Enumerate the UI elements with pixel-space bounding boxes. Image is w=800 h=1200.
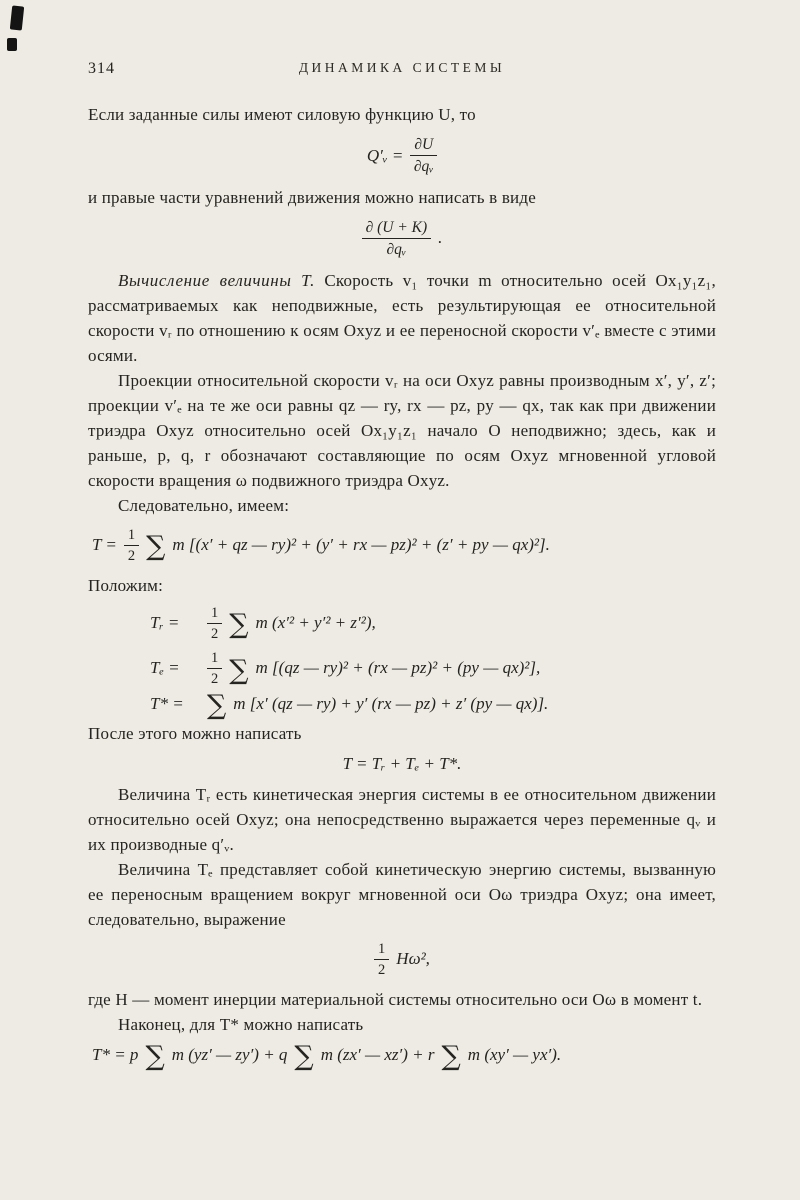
fraction-one-half [374, 940, 389, 979]
paragraph-equations-motion: и правые части уравнений движения можно написать в виде [88, 187, 536, 207]
formula-kinetic-energy-transport: Tₑ = $\frac{1}{2}$ ∑ m [(qz — ry)² + (rx — pz)² + (py — qx)²], [150, 650, 541, 688]
formula-body: Hω², [396, 949, 430, 969]
paragraph-te-meaning: Величина Tₑ представляет собой кинетическую энергию системы, вызванную ее переносным вращением вокруг мгновенной оси Oω триэдра Oxyz; она имеет, следовательно, выражение [88, 860, 716, 930]
formula-kinetic-energy-relative: Tᵣ = $\frac{1}{2}$ ∑ m (x′² + y′² + z′²), [150, 604, 376, 642]
formula-lhs: Q′ᵥ = [366, 145, 404, 165]
fraction-numerator: ∂ (U + K) [362, 218, 432, 239]
fraction-denominator: 2 [378, 962, 386, 979]
page-header [88, 60, 716, 82]
fraction-one-half [207, 604, 222, 643]
paragraph-tr-meaning: Величина Tᵣ есть кинетическая энергия системы в ее относительном движении относительно осей Oxyz; она непосредственно выражается через переменные qᵥ и их производные q′ᵥ. [88, 785, 716, 855]
fraction-denominator: ∂qᵥ [386, 241, 407, 259]
fraction-denominator: 2 [211, 671, 219, 688]
fraction-denominator: 2 [127, 547, 136, 564]
formula-part: m (zx′ — xz′) + r [320, 1045, 435, 1065]
formula-part: m (yz′ — zy′) + q [171, 1045, 288, 1065]
formula-kinetic-energy-cross: T* = ∑ m [x′ (qz — ry) + y′ (rx — pz) + z′ (py — qx)]. [150, 690, 549, 722]
paragraph-lead-italic: Вычисление величины Т. [118, 270, 316, 290]
formula-body: T = Tᵣ + Tₑ + T*. [342, 753, 462, 773]
formula-body: m [(qz — ry)² + (rx — pz)² + (py — qx)²], [255, 658, 541, 678]
paragraph-after-this: После этого можно написать [88, 723, 302, 743]
formula-body: m [x′ (qz — ry) + y′ (rx — pz) + z′ (py — qx)]. [233, 694, 549, 714]
fraction-denominator: ∂qᵥ [413, 158, 434, 176]
formula-part: m (xy′ — yx′). [467, 1045, 562, 1065]
fraction-numerator: 1 [374, 940, 389, 960]
paragraph-finally: Наконец, для T* можно написать [118, 1015, 364, 1035]
page-number: 314 [88, 60, 115, 77]
formula-period: . [438, 228, 443, 248]
formula-transport-energy-value [88, 940, 716, 979]
running-head: ДИНАМИКА СИСТЕМЫ [298, 60, 506, 75]
formula-body: m [(x′ + qz — ry)² + (y′ + rx — pz)² + (z′ + py — qx)²]. [172, 534, 550, 554]
formula-body: m (x′² + y′² + z′²), [255, 613, 376, 633]
paragraph-therefore: Следовательно, имеем: [118, 495, 290, 515]
formula-lhs: T = [92, 534, 117, 554]
formula-kinetic-energy-total: T = $\frac{1}{2}$ ∑ m [(x′ + qz — ry)² + (y′ + rx — pz)² + (z′ + py — qx)²]. [92, 526, 550, 564]
paragraph-velocity-computation [88, 268, 716, 368]
fraction-one-half [207, 649, 222, 688]
fraction-denominator: 2 [211, 625, 219, 642]
paragraph-let-us-set: Положим: [88, 575, 164, 595]
formula-part: T* = p [92, 1045, 139, 1065]
paragraph-lead-rest: Скорость v₁ точки m относительно осей Ox₁y₁z₁, рассматриваемых как неподвижные, есть результирующая ее относительной скорости vᵣ по отношению к осям Oxyz и ее переносной скорости v′ₑ вместе с этими осями. [88, 270, 716, 365]
formula-lhs: Tₑ = [150, 658, 180, 678]
fraction-numerator: 1 [124, 526, 139, 546]
fraction [410, 135, 437, 177]
formula-lhs: Tᵣ = [150, 613, 180, 633]
paragraph-h-definition: где H — момент инерции материальной системы относительно оси Oω в момент t. [88, 990, 703, 1010]
formula-force-function-derivative [88, 218, 716, 260]
paragraph-force-function-intro: Если заданные силы имеют силовую функцию U, то [88, 105, 476, 124]
formula-generalized-force [88, 135, 716, 177]
fraction-numerator: 1 [207, 649, 222, 669]
formula-lhs: T* = [150, 694, 184, 714]
formula-kinetic-energy-sum [88, 754, 716, 774]
formula-cross-term-expanded: T* = p ∑ m (yz′ — zy′) + q ∑ m (zx′ — xz′) + r ∑ m (xy′ — yx′). [92, 1041, 562, 1073]
fraction-one-half [124, 526, 139, 565]
fraction [362, 218, 432, 260]
fraction-numerator: ∂U [410, 135, 437, 156]
fraction-numerator: 1 [207, 604, 222, 624]
paragraph-projections: Проекции относительной скорости vᵣ на оси Oxyz равны производным x′, y′, z′; проекции v′ₑ на те же оси равны qz — ry, rx — pz, py — qx, так как при движении триэдра Oxyz относительно осей Ox₁y₁z₁ начало O неподвижно; здесь, как и раньше, p, q, r обозначают составляющие по осям Oxyz мгновенной угловой скорости вращения ω подвижного триэдра Oxyz. [88, 370, 716, 490]
